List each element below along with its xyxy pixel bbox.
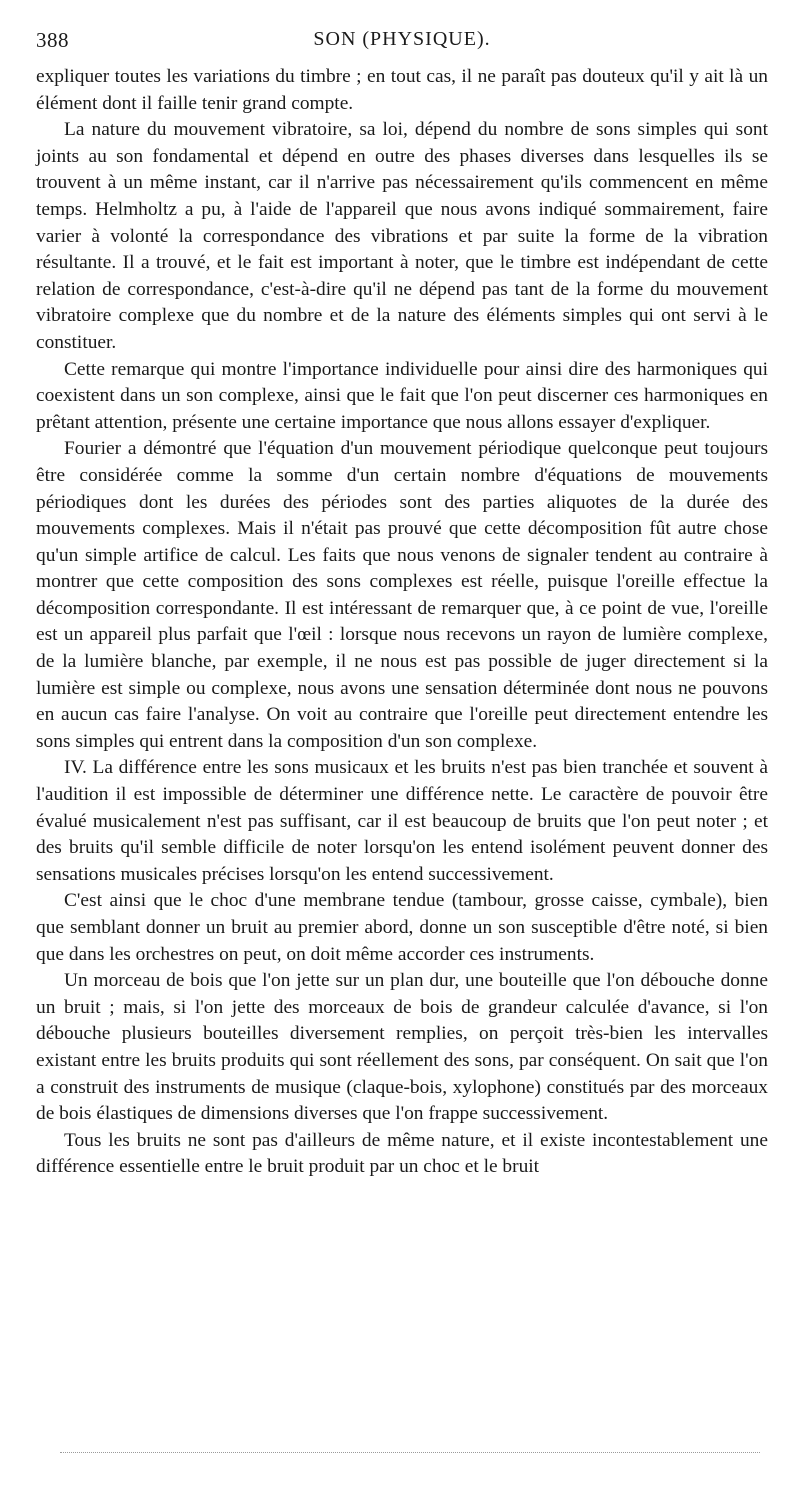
paragraph: expliquer toutes les variations du timbre ; en tout cas, il ne paraît pas douteux qu'il y ait là un élément dont il faille tenir grand compte. xyxy=(36,66,768,114)
paragraph: IV. La différence entre les sons musicaux et les bruits n'est pas bien tranchée et souvent à l'audition il est impossible de déterminer une différence nette. Le caractère de pouvoir être évalué musicalement n'est pas suffisant, car il est beaucoup de bruits que l'on peut noter ; et des bruits qu'il semble difficile de noter lorsqu'on les entend isolément peuvent donner des sensations musicales précises lorsqu'on les entend successivement. xyxy=(36,757,768,885)
page-header xyxy=(36,28,768,58)
paragraph: Un morceau de bois que l'on jette sur un plan dur, une bouteille que l'on débouche donne un bruit ; mais, si l'on jette des morceaux de bois de grandeur calculée d'avance, si l'on débouche plusieurs bouteilles diversement remplies, on perçoit très-bien les intervalles existant entre les bruits produits qui sont réellement des sons, par conséquent. On sait que l'on a construit des instruments de musique (claque-bois, xylophone) constitués par des morceaux de bois élastiques de dimensions diverses que l'on frappe successivement. xyxy=(36,970,768,1125)
paragraph: C'est ainsi que le choc d'une membrane tendue (tambour, grosse caisse, cymbale), bien que semblant donner un bruit au premier abord, donne un son susceptible d'être noté, si bien que dans les orchestres on peut, on doit même accorder ces instruments. xyxy=(36,890,768,965)
page-number: 388 xyxy=(36,28,69,52)
paragraph: Cette remarque qui montre l'importance individuelle pour ainsi dire des harmoniques qui coexistent dans un son complexe, ainsi que le fait que l'on peut discerner ces harmoniques en prêtant attention, présente une certaine importance que nous allons essayer d'expliquer. xyxy=(36,358,768,433)
footer-divider xyxy=(60,1452,760,1453)
paragraph: Tous les bruits ne sont pas d'ailleurs de même nature, et il existe incontestablement une différence essentielle entre le bruit produit par un choc et le bruit xyxy=(36,1129,768,1178)
body-text xyxy=(36,64,768,1181)
paragraph: Fourier a démontré que l'équation d'un mouvement périodique quelconque peut toujours être considérée comme la somme d'un certain nombre d'équations de mouvements périodiques dont les durées des périodes sont des parties aliquotes de la durée des mouvements complexes. Mais il n'était pas prouvé que cette décomposition fût autre chose qu'un simple artifice de calcul. Les faits que nous venons de signaler tendent au contraire à montrer que cette composition des sons complexes est réelle, puisque l'oreille effectue la décomposition correspondante. Il est intéressant de remarquer que, à ce point de vue, l'oreille est un appareil plus parfait que l'œil : lorsque nous recevons un rayon de lumière complexe, de la lumière blanche, par exemple, il ne nous est pas possible de juger directement si la lumière est simple ou complexe, nous avons une sensation déterminée dont nous ne pouvons en aucun cas faire l'analyse. On voit au contraire que l'oreille peut directement entendre les sons simples qui entrent dans la composition d'un son complexe. xyxy=(36,438,768,752)
paragraph: La nature du mouvement vibratoire, sa loi, dépend du nombre de sons simples qui sont joints au son fondamental et dépend en outre des phases diverses dans lesquelles ils se trouvent à un même instant, car il n'arrive pas nécessairement qu'ils commencent en même temps. Helmholtz a pu, à l'aide de l'appareil que nous avons indiqué sommairement, faire varier à volonté la correspondance des vibrations et par suite la forme de la vibration résultante. Il a trouvé, et le fait est important à noter, que le timbre est indépendant de cette relation de correspondance, c'est-à-dire qu'il ne dépend pas tant de la forme du mouvement vibratoire complexe que du nombre et de la nature des éléments simples qui ont servi à le constituer. xyxy=(36,119,768,353)
running-title: SON (PHYSIQUE). xyxy=(313,28,491,50)
